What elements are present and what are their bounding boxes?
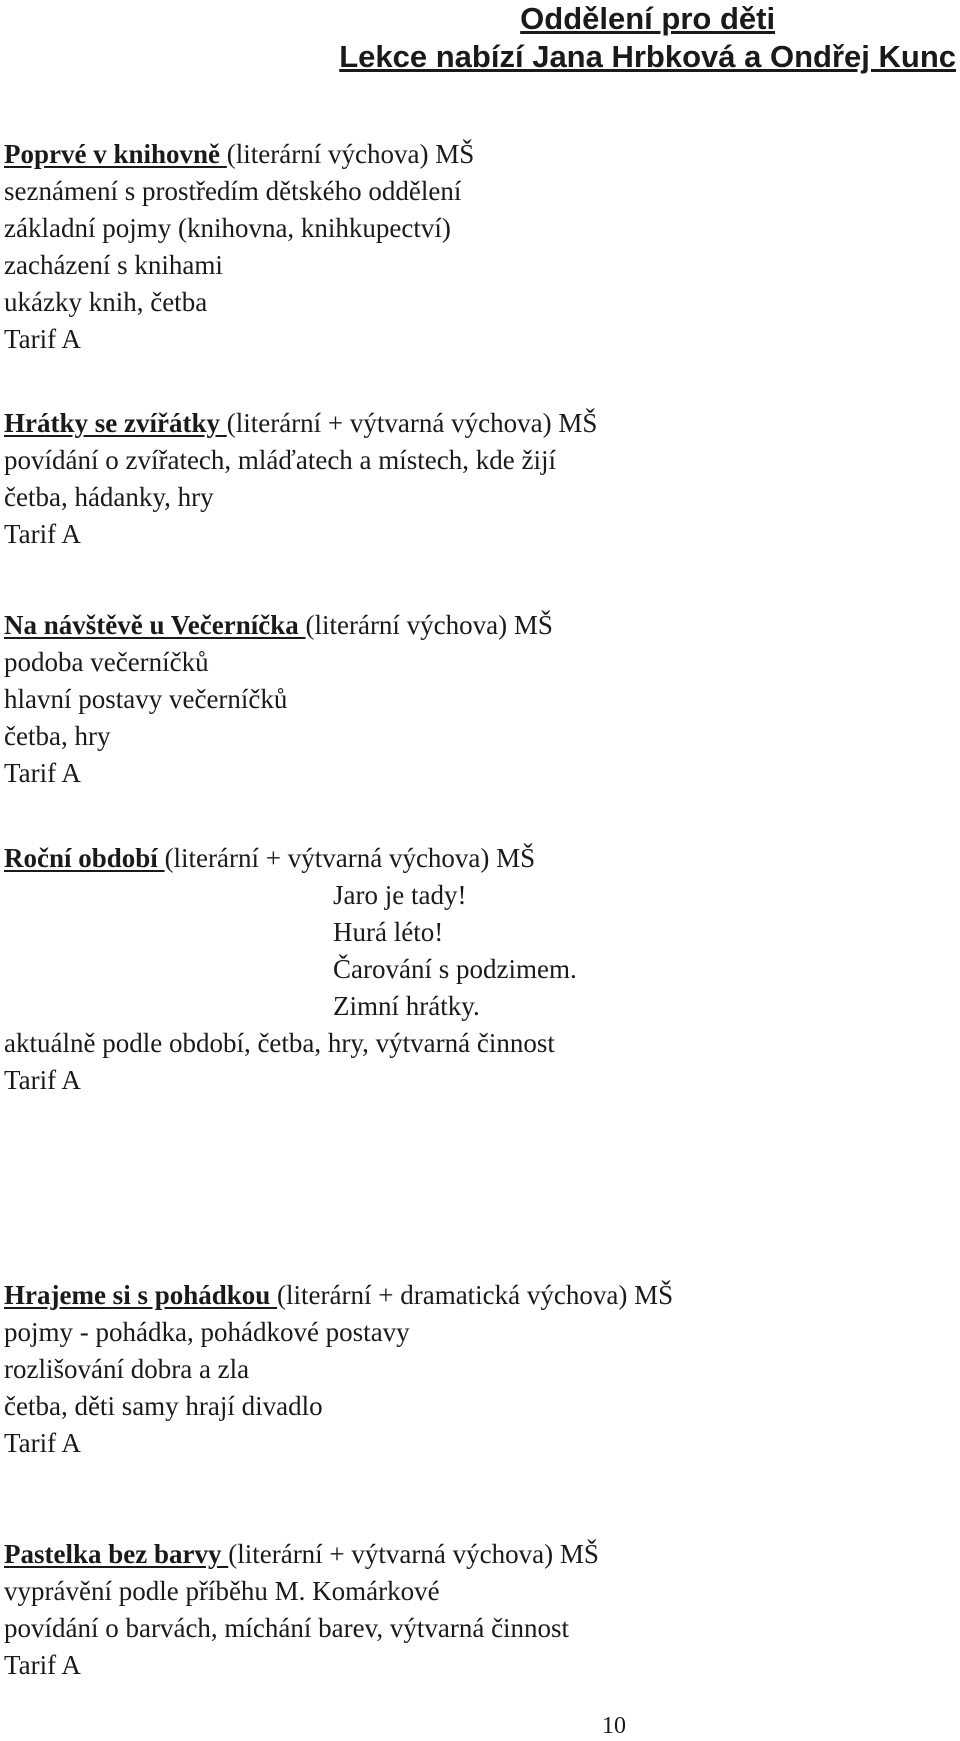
lesson-tariff: Tarif A <box>4 519 81 549</box>
lesson-line: seznámení s prostředím dětského oddělení <box>4 176 462 206</box>
lesson-line: základní pojmy (knihovna, knihkupectví) <box>4 213 451 243</box>
lesson-category: (literární + výtvarná výchova) MŠ <box>164 843 536 873</box>
lesson-category: (literární + výtvarná výchova) MŠ <box>226 408 598 438</box>
lesson-line: četba, hry <box>4 721 111 751</box>
lesson-line: podoba večerníčků <box>4 647 209 677</box>
lesson-line: rozlišování dobra a zla <box>4 1354 250 1384</box>
lesson-line: ukázky knih, četba <box>4 287 208 317</box>
lesson-tariff: Tarif A <box>4 1650 81 1680</box>
lesson-title: Poprvé v knihovně <box>4 139 227 169</box>
lesson-na-navsteve-u-vecernicka <box>4 607 553 792</box>
lesson-line: povídání o zvířatech, mláďatech a místech, kde žijí <box>4 445 556 475</box>
lesson-hrajeme-si-s-pohadkou <box>4 1277 673 1462</box>
lesson-tariff: Tarif A <box>4 758 81 788</box>
lesson-category: (literární + dramatická výchova) MŠ <box>277 1280 674 1310</box>
lesson-heading <box>4 1536 599 1573</box>
lesson-category: (literární výchova) MŠ <box>305 610 553 640</box>
lesson-title: Pastelka bez barvy <box>4 1539 229 1569</box>
lesson-line: povídání o barvách, míchání barev, výtvarná činnost <box>4 1613 570 1643</box>
lesson-tariff: Tarif A <box>4 1065 81 1095</box>
lesson-line: aktuálně podle období, četba, hry, výtvarná činnost <box>4 1028 555 1058</box>
lesson-title: Hrátky se zvířátky <box>4 408 227 438</box>
lesson-title: Hrajeme si s pohádkou <box>4 1280 278 1310</box>
lesson-line: vyprávění podle příběhu M. Komárkové <box>4 1576 440 1606</box>
lesson-tariff: Tarif A <box>4 1428 81 1458</box>
lecturers-line: Lekce nabízí Jana Hrbková a Ondřej Kunc <box>339 39 956 74</box>
lesson-heading <box>4 607 553 644</box>
lesson-category: (literární výchova) MŠ <box>226 139 475 169</box>
season-item: Čarování s podzimem. <box>333 954 577 984</box>
lesson-heading <box>4 405 597 442</box>
lesson-tariff: Tarif A <box>4 324 81 354</box>
lesson-category: (literární + výtvarná výchova) MŠ <box>228 1539 599 1569</box>
lesson-line: četba, hádanky, hry <box>4 482 214 512</box>
lesson-poprve-v-knihovne <box>4 136 474 358</box>
season-item: Zimní hrátky. <box>333 991 480 1021</box>
department-title: Oddělení pro děti <box>520 1 776 36</box>
season-item: Hurá léto! <box>333 917 444 947</box>
lesson-line: četba, děti samy hrají divadlo <box>4 1391 323 1421</box>
page-header <box>339 0 956 76</box>
lesson-line: pojmy - pohádka, pohádkové postavy <box>4 1317 410 1347</box>
lesson-heading <box>4 136 474 173</box>
lesson-title: Roční období <box>4 843 165 873</box>
lesson-line: hlavní postavy večerníčků <box>4 684 288 714</box>
page-number: 10 <box>602 1713 626 1739</box>
lesson-heading <box>4 840 577 877</box>
lesson-line: zacházení s knihami <box>4 250 223 280</box>
lesson-heading <box>4 1277 673 1314</box>
lesson-rocni-obdobi <box>4 840 577 1099</box>
lesson-title: Na návštěvě u Večerníčka <box>4 610 306 640</box>
season-item: Jaro je tady! <box>333 880 467 910</box>
lesson-hratky-se-zviratky <box>4 405 597 553</box>
lesson-pastelka-bez-barvy <box>4 1536 599 1684</box>
